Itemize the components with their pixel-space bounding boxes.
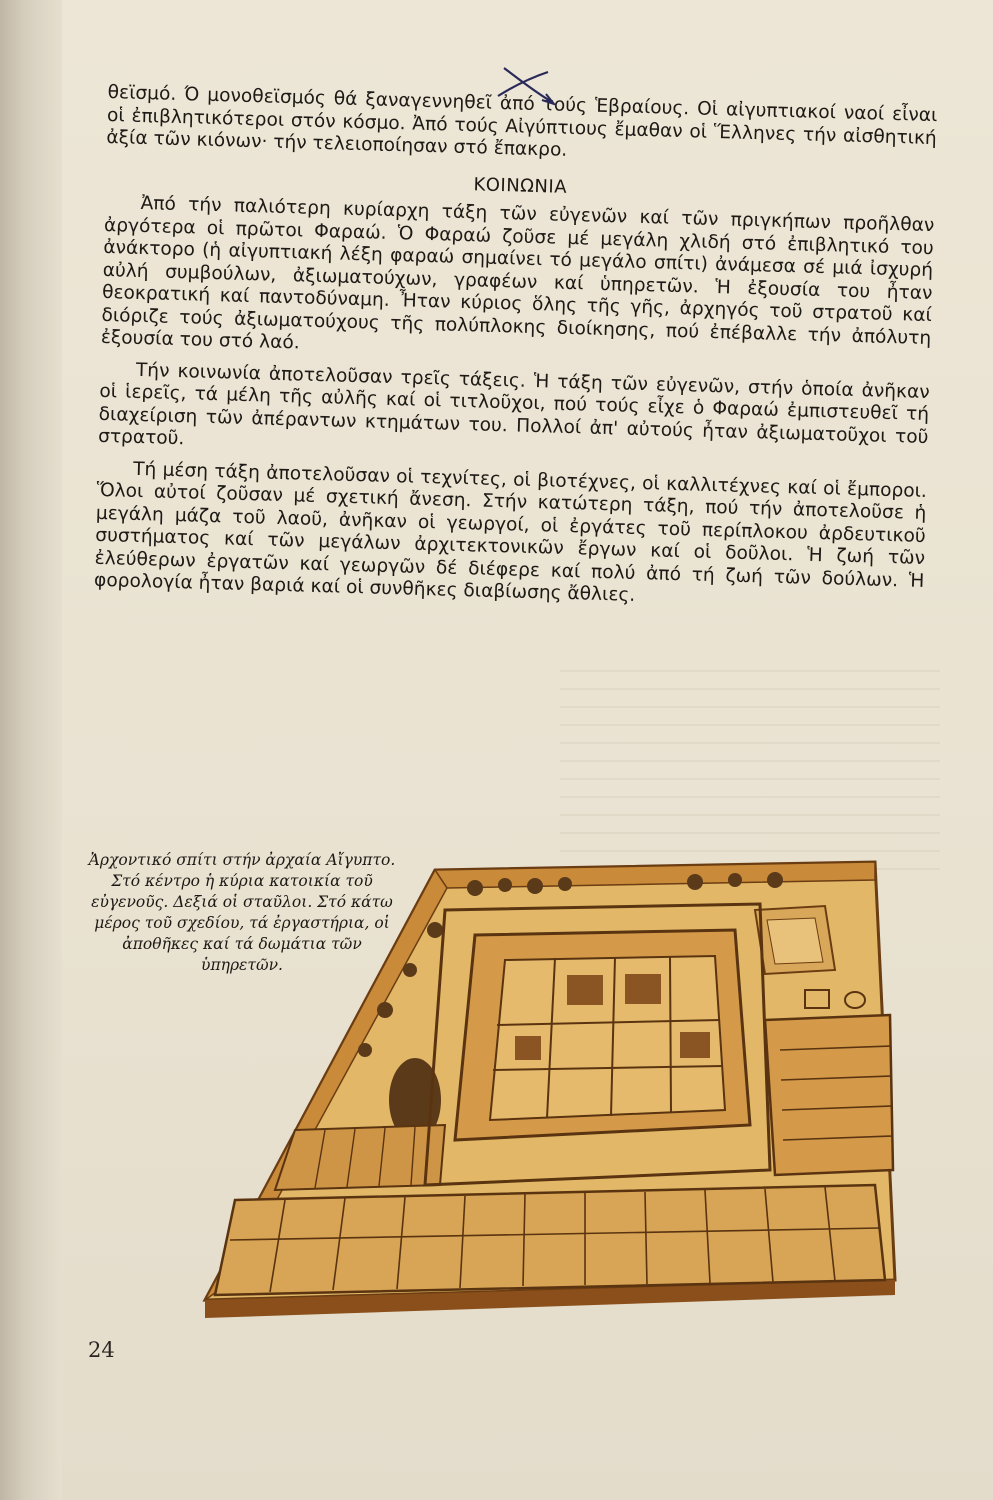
workshops-and-storerooms: [215, 1185, 885, 1295]
paragraph-pharaoh: Ἀπό τήν παλιότερη κυρίαρχη τάξη τῶν εὐγενῶν καί τῶν πριγκήπων προῆλθαν ἀργότερα οἱ πρῶτοι Φαραώ. Ὁ Φαραώ ζοῦσε μέ μεγάλη χλιδή στό ἐπιβλητικό του ἀνάκτορο (ἡ αἰγυπτιακή λέξη φαραώ σημαίνει τό μεγάλο σπίτι) ἀνάμεσα σέ μιά ἰσχυρή αὐλή συμβούλων, ἀξιωματούχων, γραφέων καί ὑπηρετῶν. Ἡ ἐξουσία του ἦταν θεοκρατική καί παντοδύναμη. Ἦταν κύριος ὅλης τῆς γῆς, ἀρχηγός τοῦ στρατοῦ καί διόριζε τούς ἀξιωματούχους τῆς πολύπλοκης διοίκησης, πού ἐπέβαλλε τήν ἀπόλυτη ἐξουσία του στό λαό.: [100, 192, 935, 354]
show-through-texture: [560, 660, 940, 870]
figure-caption: Ἀρχοντικό σπίτι στήν ἀρχαία Αἴγυπτο. Στό κέντρο ἡ κύρια κατοικία τοῦ εὐγενοῦς. Δεξιά οἱ σταῦλοι. Στό κάτω μέρος τοῦ σχεδίου, τά ἐργαστήρια, οἱ ἀποθῆκες καί τά δωμάτια τῶν ὑπηρετῶν.: [88, 851, 396, 974]
stables: [765, 1015, 893, 1175]
villa-plan-illustration-icon: [175, 840, 915, 1320]
paragraph-middle-lower-class: Τή μέση τάξη ἀποτελοῦσαν οἱ τεχνίτες, οἱ βιοτέχνες, οἱ καλλιτέχνες καί οἱ ἔμποροι. Ὅλοι αὐτοί ζοῦσαν μέ σχετική ἄνεση. Στήν κατώτερη τάξη, πού τήν ἀποτελοῦσε ἡ μεγάλη μάζα τοῦ λαοῦ, ἀνῆκαν οἱ γεωργοί, οἱ ἐργάτες τοῦ περίπλοκου ἀρδευτικοῦ συστήματος καί τῶν μεγάλων ἀρχιτεκτονικῶν ἔργων καί οἱ δοῦλοι. Ἡ ζωή τῶν ἐλεύθερων ἐργατῶν καί γεωργῶν δέ διέφερε καί πολύ ἀπό τή ζωή τῶν δούλων. Ἡ φορολογία ἦταν βαριά καί οἱ συνθῆκες διαβίωσης ἄθλιες.: [93, 458, 928, 606]
paragraph-classes: Τήν κοινωνία ἀποτελοῦσαν τρεῖς τάξεις. Ἡ τάξη τῶν εὐγενῶν, στήν ὁποία ἀνῆκαν οἱ ἱερεῖς, τά μέλη τῆς αὐλῆς καί οἱ τιτλοῦχοι, πού τούς εἶχε ὁ Φαραώ ἐμπιστευθεῖ τή διαχείριση τῶν ἀπέραντων κτημάτων του. Πολλοί ἀπ' αὐτούς ἦταν ἀξιωματοῦχοι τοῦ στρατοῦ.: [97, 359, 930, 450]
section-heading-text: ΚΟΙΝΩΝΙΑ: [473, 173, 568, 198]
main-text: [94, 82, 938, 615]
intro-paragraph: θεϊσμό. Ό μονοθεϊσμός θά ξαναγεννηθεῖ ἀπό τούς Ἑβραίους. Οἱ αἰγυπτιακοί ναοί εἶναι οἱ ἐπιβλητικότεροι στόν κόσμο. Ἀπό τούς Αἰγύπτιους ἔμαθαν οἱ Ἕλληνες τήν αἰσθητική ἀξία τῶν κιόνων· τήν τελειοποίησαν στό ἔπακρο.: [106, 82, 938, 161]
servants-rooms: [275, 1125, 445, 1190]
page-binding-shadow: [0, 0, 62, 1500]
handwritten-cross-mark-icon: [490, 60, 560, 110]
page-number: 24: [88, 1338, 115, 1362]
